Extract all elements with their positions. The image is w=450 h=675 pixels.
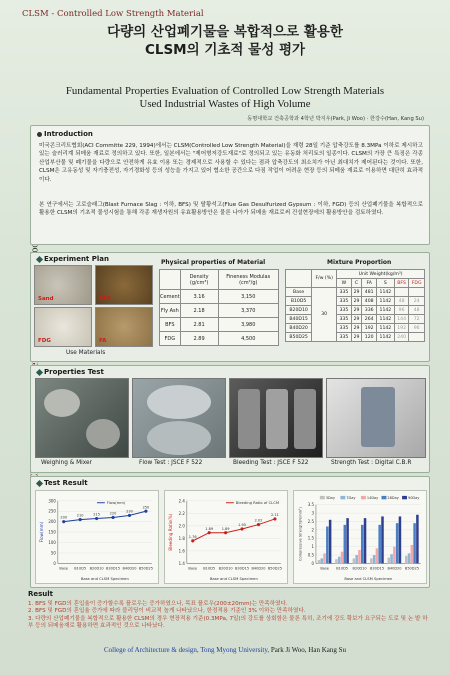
table-cell — [409, 288, 425, 297]
experiment-heading — [37, 255, 109, 263]
test-result-heading-text: Test Result — [44, 479, 88, 487]
table-cell: 1142 — [376, 324, 394, 333]
x-tick-label: B40D20 — [251, 566, 266, 571]
bar — [388, 558, 391, 564]
table-row — [160, 332, 279, 346]
bar — [376, 548, 379, 563]
mix-table-title: Mixture Proportion — [327, 259, 392, 266]
legend-label: 28Day — [387, 495, 399, 500]
data-label: 230 — [126, 509, 133, 514]
table-row — [160, 304, 279, 318]
photo-shape — [86, 419, 120, 449]
introduction-paragraph-1: 미국콘크리트협회(ACI Committe 229, 1994)에서는 CLSM(Controlled Low Strength Material)을 재령 28일 기준 압축강도를 8.3MPa 이하로 제시하고 있는 슬러리계 되메움 재료로 정의하고 있다. 또한, 일본에서는 "제어형저강도재료"로 정의되고 있는 유동화 처리토의 일종이다. CLSM의 가장 큰 특징은 각종 산업부산물 및 폐기물을 다량으로 안전하게 유효 이용 또는 경제적으로 사용할 수 있다는 점과 압축강도의 최소치가 아닌 최대치가 제어된다는 것이다. 또한, CLSM은 고유동성 및 자기충전성, 자기경화성 등의 성능을 가지고 있어 협소한 공간으로 다짐 작업이 어려운 현장 등의 되메움 재료로 이용하면 대단히 효과적이다. — [39, 143, 423, 183]
y-tick-label: 3 — [311, 510, 314, 516]
photo-shape — [44, 389, 80, 417]
table-cell: 408 — [362, 297, 376, 306]
legend-swatch — [340, 496, 345, 499]
table-cell: 96 — [394, 306, 408, 315]
bar — [355, 555, 358, 563]
legend-swatch — [382, 496, 387, 499]
flow-chart — [35, 490, 159, 584]
table-cell: 3.16 — [180, 290, 218, 304]
legend-label: 7Day — [346, 495, 356, 500]
photo-shape — [147, 385, 211, 419]
test-result-section — [30, 476, 430, 588]
title-korean — [40, 23, 410, 59]
table-cell — [394, 288, 408, 297]
table-row — [160, 318, 279, 332]
use-materials-caption: Use Materials — [66, 350, 106, 356]
y-axis-label: Bleeding Ratio(%) — [168, 513, 174, 551]
diamond-icon — [36, 255, 43, 262]
bar — [326, 527, 329, 564]
bar — [358, 550, 361, 563]
footer-text: College of Architecture & design, Tong Myong University, — [103, 646, 271, 654]
test-result-heading — [37, 479, 88, 487]
table-cell: 264 — [362, 315, 376, 324]
data-label: 220 — [109, 511, 117, 516]
table-cell: 240 — [394, 333, 408, 342]
table-cell: 72 — [409, 315, 425, 324]
y-tick-label: 0 — [53, 560, 56, 566]
table-cell: 481 — [362, 288, 376, 297]
y-tick-label: 300 — [48, 498, 56, 504]
bleeding-test-photo — [229, 378, 323, 458]
bar — [361, 525, 364, 564]
caption-flow: Flow Test : JSCE F 522 — [139, 460, 203, 466]
diamond-icon — [36, 368, 43, 375]
table-row — [286, 333, 425, 342]
physical-properties-table — [159, 269, 279, 346]
data-point — [208, 531, 211, 534]
table-header-cell: Density (g/cm³) — [180, 270, 218, 290]
legend-label: Bleeding Ratio of CLCM — [235, 501, 280, 506]
table-header-cell: FDG — [409, 279, 425, 288]
x-tick-label: B50D25 — [267, 566, 282, 571]
bar — [405, 556, 408, 564]
x-tick-label: B20D10 — [89, 566, 104, 571]
y-tick-label: 1.6 — [178, 548, 185, 554]
bar — [413, 523, 416, 563]
photo-shape — [238, 389, 260, 449]
x-tick-label: Base — [320, 566, 329, 571]
data-point — [62, 520, 65, 523]
table-header-cell: Unit Weight(kg/m³) — [337, 270, 425, 279]
data-label: 1.89 — [221, 526, 230, 531]
legend-swatch — [361, 496, 366, 499]
title-korean-line-1: 다량의 산업폐기물을 복합적으로 활용한 — [107, 24, 343, 40]
y-tick-label: 200 — [48, 519, 56, 525]
weighing-mixer-photo — [35, 378, 129, 458]
introduction-heading — [37, 130, 93, 138]
data-point — [144, 510, 147, 513]
data-point — [224, 531, 227, 534]
legend-label: 14Day — [366, 495, 379, 500]
legend-swatch — [320, 496, 325, 499]
properties-test-section — [30, 365, 430, 473]
y-tick-label: 50 — [50, 550, 56, 556]
y-axis-label: Flow(mm) — [39, 521, 45, 543]
table-header-cell — [160, 270, 181, 290]
diamond-icon — [36, 479, 43, 486]
table-cell: 48 — [409, 306, 425, 315]
x-tick-label: Base — [59, 566, 69, 571]
table-cell: 192 — [394, 324, 408, 333]
x-tick-label: B50D25 — [138, 566, 153, 571]
bar — [335, 559, 338, 563]
physical-table-title: Physical properties of Material — [161, 259, 266, 266]
x-tick-label: B20D10 — [352, 566, 367, 571]
table-cell — [409, 333, 425, 342]
caption-strength: Strength Test : Digital C.B.R — [331, 460, 412, 466]
table-cell: 3,150 — [218, 290, 278, 304]
table-cell: B40D15 — [286, 315, 312, 324]
table-row — [286, 297, 425, 306]
x-axis-label: Base and CLSM Specimen — [80, 577, 129, 582]
y-tick-label: 1 — [311, 544, 314, 550]
title-english — [30, 85, 420, 111]
table-cell: FDG — [160, 332, 181, 346]
table-cell: 29 — [351, 315, 362, 324]
bfs-label: BFS — [99, 296, 111, 302]
bar — [381, 516, 384, 563]
materials-photo-grid — [34, 265, 154, 347]
footer — [20, 646, 430, 654]
table-cell: Base — [286, 288, 312, 297]
table-cell: 29 — [351, 333, 362, 342]
table-cell: 144 — [394, 315, 408, 324]
y-tick-label: 2.4 — [178, 498, 185, 504]
y-tick-label: 150 — [48, 529, 56, 535]
table-row — [286, 306, 425, 315]
result-heading: Result — [28, 590, 54, 598]
list-item: 2. BFS 및 FGD의 혼입율 증가에 따라 블리딩이 비교적 높게 나타났으나, 한정적용 기준인 3% 이하는 만족하였다. — [28, 608, 306, 615]
table-header-cell: C — [351, 279, 362, 288]
data-label: 250 — [142, 505, 150, 510]
table-cell: 335 — [337, 324, 351, 333]
bar — [396, 523, 399, 563]
x-tick-label: B10D5 — [203, 566, 216, 571]
table-cell: 1142 — [376, 315, 394, 324]
table-cell: 120 — [362, 333, 376, 342]
bar — [416, 515, 419, 564]
title-english-line-1: Fundamental Properties Evaluation of Controlled Low Strength Materials — [65, 85, 385, 97]
data-point — [95, 517, 98, 520]
bar — [341, 552, 344, 564]
y-tick-label: 1.8 — [178, 535, 185, 541]
data-point — [257, 523, 260, 526]
x-axis-label: Base and CLSM Specimen — [344, 577, 393, 582]
table-cell: 96 — [409, 324, 425, 333]
data-label: 2.11 — [271, 513, 279, 518]
bleeding-chart-svg — [165, 491, 287, 583]
sand-label: Sand — [38, 296, 54, 302]
y-tick-label: 0 — [311, 560, 314, 566]
table-cell: 29 — [351, 324, 362, 333]
table-cell: Cement — [160, 290, 181, 304]
table-header-cell: BFS — [394, 279, 408, 288]
data-label: 1.95 — [238, 523, 246, 528]
table-cell: 1142 — [376, 333, 394, 342]
data-point — [240, 527, 243, 530]
table-cell: 24 — [409, 297, 425, 306]
fa-label: FA — [99, 338, 107, 344]
data-point — [273, 517, 276, 520]
bar — [408, 553, 411, 563]
bar — [353, 558, 356, 563]
photo-shape — [266, 389, 288, 449]
table-row — [286, 288, 425, 297]
x-tick-label: B10D5 — [74, 566, 87, 571]
y-tick-label: 2.0 — [178, 523, 185, 529]
table-row — [286, 324, 425, 333]
data-point — [191, 539, 194, 542]
bar — [364, 518, 367, 563]
bar — [390, 554, 393, 563]
introduction-paragraph-2: 본 연구에서는 고로슬래그(Blast Furnace Slag : 이하, BFS) 및 탈황석고(Flue Gas Desulfurized Gypsum : 이하, FGD) 등의 산업폐기물을 복합적으로 활용한 CLSM의 기초적 물성시험을 통해 각종 재생자원의 유효활용방안은 물론 나아가 되메움 재료로써 건설현장에의 활용방안을 검토하였다. — [39, 202, 423, 217]
x-tick-label: B20D10 — [218, 566, 233, 571]
y-tick-label: 3.5 — [307, 502, 314, 508]
photo-shape — [361, 387, 395, 447]
table-cell: 1142 — [376, 306, 394, 315]
bleeding-chart — [164, 490, 288, 584]
result-list — [28, 601, 432, 631]
table-cell: 335 — [337, 315, 351, 324]
table-header-cell: S — [376, 279, 394, 288]
caption-weighing: Weighing & Mixer — [41, 460, 92, 466]
introduction-heading-text: Introduction — [44, 130, 93, 138]
data-label: 210 — [76, 513, 84, 518]
data-point — [111, 516, 114, 519]
data-label: 1.76 — [188, 534, 197, 539]
bar — [338, 557, 341, 564]
table-cell: 2.18 — [180, 304, 218, 318]
bfs-photo — [95, 265, 153, 305]
mixture-proportion-table — [285, 269, 425, 342]
table-header-row — [160, 270, 279, 290]
photo-shape — [294, 389, 316, 449]
x-tick-label: B30D15 — [370, 566, 385, 571]
bar — [318, 560, 321, 563]
table-cell: 29 — [351, 306, 362, 315]
sand-photo — [34, 265, 92, 305]
table-cell: 30 — [312, 288, 337, 342]
x-tick-label: B50D25 — [404, 566, 419, 571]
table-cell: 335 — [337, 333, 351, 342]
x-tick-label: B10D5 — [336, 566, 349, 571]
table-cell: B10D5 — [286, 297, 312, 306]
data-point — [79, 518, 82, 521]
table-cell: 1142 — [376, 297, 394, 306]
y-tick-label: 100 — [48, 540, 56, 546]
flow-test-photo — [132, 378, 226, 458]
flow-chart-svg — [36, 491, 158, 583]
table-row — [286, 315, 425, 324]
y-tick-label: 0.5 — [307, 552, 314, 558]
table-cell: B20D10 — [286, 306, 312, 315]
data-label: 215 — [93, 512, 100, 517]
table-cell: 29 — [351, 288, 362, 297]
table-cell: 335 — [337, 288, 351, 297]
bullet-icon — [37, 132, 42, 137]
bar — [399, 516, 402, 563]
y-tick-label: 2.2 — [178, 510, 185, 516]
table-cell: 3,370 — [218, 304, 278, 318]
legend-label: 90Day — [407, 495, 420, 500]
list-item: 3. 다량의 산업폐기물을 복합적으로 활용한 CLSM의 경우 현장적용 기준(0.3MPa, 7일)의 강도를 상회함은 물론 특히, 조기에 강도 확보가 요구되는 도로 및 논 밭 하부 등의 되메움재로 활용하면 효과적인 것으로 나타났다. — [28, 615, 428, 630]
strength-chart — [293, 490, 427, 584]
table-cell: 335 — [337, 306, 351, 315]
data-label: 1.89 — [205, 526, 214, 531]
x-tick-label: B30D15 — [106, 566, 121, 571]
table-cell: 1142 — [376, 288, 394, 297]
table-cell: 3,980 — [218, 318, 278, 332]
photo-shape — [147, 421, 211, 455]
data-label: 2.02 — [254, 518, 263, 523]
x-axis-label: Base and CLSM Specimen — [209, 577, 258, 582]
table-header-cell — [286, 270, 312, 288]
authors: 동명대학교 건축공학과 4학년 박지우(Park, Ji Woo) · 한강수(Han, Kang Su) — [247, 116, 424, 122]
experiment-heading-text: Experiment Plan — [44, 255, 109, 263]
introduction-section — [30, 125, 430, 245]
legend-label: 3Day — [325, 495, 335, 500]
y-tick-label: 2 — [311, 527, 314, 533]
y-axis-label: Compressive Strength(N/mm²) — [298, 507, 303, 561]
table-header-cell: Fineness Modulas (cm²/g) — [218, 270, 278, 290]
table-cell: 48 — [394, 297, 408, 306]
legend-label: Flow(mm) — [106, 501, 126, 506]
strength-test-photo — [326, 378, 426, 458]
data-label: 200 — [60, 515, 68, 520]
y-tick-label: 250 — [48, 508, 56, 514]
table-cell: 2.81 — [180, 318, 218, 332]
legend-swatch — [402, 496, 407, 499]
fdg-photo — [34, 307, 92, 347]
bar — [411, 545, 414, 563]
table-header-row — [286, 270, 425, 279]
properties-heading — [37, 368, 104, 376]
table-row — [160, 290, 279, 304]
bar — [320, 558, 323, 563]
bar — [329, 520, 332, 564]
bar — [373, 555, 376, 563]
fdg-label: FDG — [38, 338, 51, 344]
table-cell: 335 — [337, 297, 351, 306]
strength-chart-svg — [294, 491, 426, 583]
y-tick-label: 1.5 — [307, 535, 314, 541]
fa-photo — [95, 307, 153, 347]
table-cell: 2.89 — [180, 332, 218, 346]
experiment-plan-section — [30, 252, 430, 362]
result-section — [28, 590, 432, 631]
bar — [378, 525, 381, 564]
bar — [370, 558, 373, 563]
table-cell: Fly Ash — [160, 304, 181, 318]
y-tick-label: 2.5 — [307, 518, 314, 524]
table-cell: 29 — [351, 297, 362, 306]
top-label: CLSM - Controlled Low Strength Material — [22, 9, 204, 19]
x-tick-label: Base — [188, 566, 198, 571]
table-header-cell: W — [337, 279, 351, 288]
bar — [393, 547, 396, 564]
data-point — [128, 514, 131, 517]
table-cell: B40D20 — [286, 324, 312, 333]
x-tick-label: B30D15 — [235, 566, 250, 571]
footer-name: Park Ji Woo, Han Kang Su — [270, 646, 347, 654]
title-english-line-2: Used Industrial Wastes of High Volume — [139, 98, 311, 110]
list-item: 1. BFS 및 FGD의 혼입율이 증가할수록 플로우는 증가하였으나, 목표 플로우(200±20mm)는 만족하였다. — [28, 601, 288, 607]
bar — [344, 525, 347, 564]
caption-bleeding: Bleeding Test : JSCE F 522 — [233, 460, 309, 466]
x-tick-label: B40D20 — [387, 566, 402, 571]
table-header-cell: FA — [362, 279, 376, 288]
x-tick-label: B40D20 — [122, 566, 137, 571]
title-korean-line-2: CLSM의 기초적 물성 평가 — [144, 42, 306, 58]
table-cell: 336 — [362, 306, 376, 315]
table-cell: BFS — [160, 318, 181, 332]
table-cell: B50D25 — [286, 333, 312, 342]
properties-heading-text: Properties Test — [44, 368, 104, 376]
table-header-cell: F/w (%) — [312, 270, 337, 288]
table-cell: 192 — [362, 324, 376, 333]
table-cell: 4,500 — [218, 332, 278, 346]
bar — [323, 553, 326, 563]
y-tick-label: 1.4 — [178, 560, 185, 566]
bar — [346, 518, 349, 563]
